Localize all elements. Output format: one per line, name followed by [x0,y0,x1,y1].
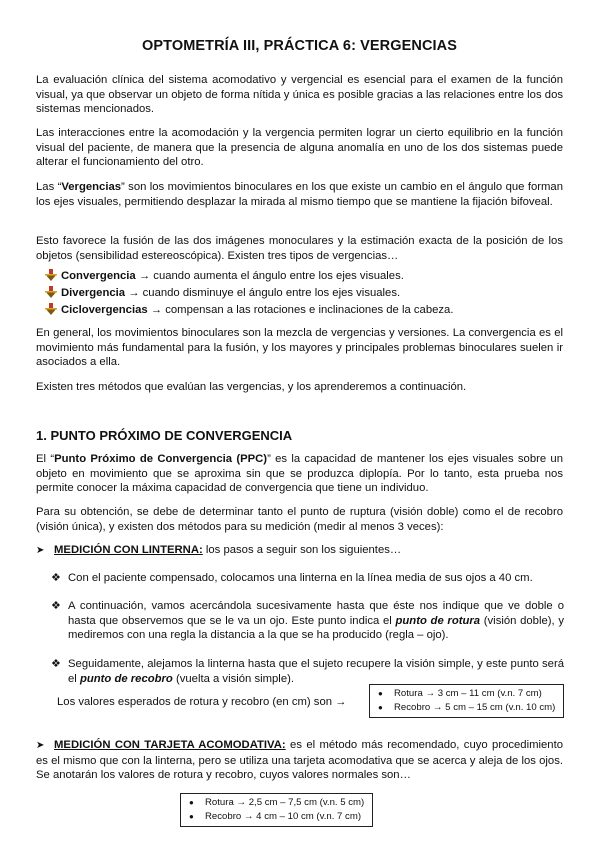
method-label: MEDICIÓN CON TARJETA ACOMODATIVA: [54,739,286,751]
diamond-bullet-icon: ❖ [51,572,61,584]
down-arrow-bullet-icon [44,269,58,281]
box-row-text: Recobro → 5 cm – 15 cm (v.n. 10 cm) [394,702,556,713]
intro-paragraph-4: Esto favorece la fusión de las dos imágenes monoculares y la estimación exacta de la posición de los objetos (sensibilidad estereoscópica). Existen tres tipos de vergencias… [36,235,563,262]
box-row-text: Rotura → 3 cm – 11 cm (v.n. 7 cm) [394,688,542,699]
method-text: es el método más recomendado, cuyo procedimiento es el mismo que con la linterna, pero se utiliza una tarjeta acomodativa que se acerca y aleja de los ojos. Se anotarán los valores de rotura y recobro, cuyos valores normales son… [36,739,563,782]
intro-paragraph-5: En general, los movimientos binoculares son la mezcla de vergencias y versiones. La convergencia es el movimiento más fundamental para la fusión, y los mayores y principales problemas binoculares suelen ir asociados a ella. [36,327,563,369]
text-span: (vuelta a visión simple). [172,672,294,685]
box-row-text: Recobro → 4 cm – 10 cm (v.n. 7 cm) [205,811,362,822]
box-row [378,687,555,701]
dot-bullet-icon: ● [189,798,194,807]
text-span: Las “ [36,181,62,193]
method-text: los pasos a seguir son los siguientes… [202,544,402,556]
term-vergencias: Vergencias [61,181,122,193]
text-span: ” son los movimientos binoculares en los que existe un cambio en el ángulo que forman los ejes visuales, permitiendo desplazar la mirada al mismo tiempo que se mantiene la fijación bifoveal. [36,181,563,208]
type-name: Convergencia [61,270,136,282]
method-flashlight [36,543,563,559]
page-title: OPTOMETRÍA III, PRÁCTICA 6: VERGENCIAS [141,38,458,54]
ppc-definition [36,452,563,496]
diamond-bullet-icon: ❖ [51,658,61,670]
intro-paragraph-1: La evaluación clínica del sistema acomodativo y vergencial es esencial para el examen de la función visual, ya que observar un objeto de forma nítida y única es posible gracias a las relaciones entre los dos sistemas mencionados. [36,74,563,116]
dot-bullet-icon: ● [378,703,383,712]
box-row [189,796,364,810]
vergence-type-item [44,286,400,301]
term-ppc: Punto Próximo de Convergencia (PPC) [54,453,268,465]
diamond-bullet-icon: ❖ [51,600,61,612]
down-arrow-bullet-icon [44,303,58,315]
step-2 [68,599,564,643]
box-row [378,701,555,715]
expected-values-box [369,684,564,718]
normal-values-box [180,793,373,827]
text-span: (visión doble), y mediremos con una regla la distancia a la que se ha producido (regla – ojo). [68,614,564,642]
vergence-type-item [44,269,404,284]
text-span: ” es la capacidad de mantener los ejes visuales sobre un objeto en movimiento que se aproxima sin que se produzca diplopía. Por lo tanto, esta prueba nos permite conocer la máxima capacidad de convergencia que tiene un individuo. [36,453,563,495]
expected-values-label: Los valores esperados de rotura y recobro (en cm) son → [57,696,347,708]
ppc-method-intro: Para su obtención, se debe de determinar tanto el punto de ruptura (visión doble) como el de recobro (visión única), y existen dos métodos para su medición (medir al menos 3 veces): [36,506,563,533]
step-3 [68,657,564,686]
term-rotura: punto de rotura [395,614,481,627]
type-desc: → cuando disminuye el ángulo entre los ejes visuales. [125,287,401,299]
down-arrow-bullet-icon [44,286,58,298]
vergence-type-item [44,303,453,318]
text-span: Seguidamente, alejamos la linterna hasta que el sujeto recupere la visión simple, y este punto será el [68,658,564,685]
dot-bullet-icon: ● [378,689,383,698]
arrowhead-bullet-icon: ➤ [36,740,45,751]
box-row-text: Rotura → 2,5 cm – 7,5 cm (v.n. 5 cm) [205,797,365,808]
type-name: Ciclovergencias [61,304,148,316]
type-desc: → cuando aumenta el ángulo entre los ejes visuales. [135,270,404,282]
type-desc: → compensan a las rotaciones e inclinaciones de la cabeza. [147,304,454,316]
section-heading: 1. PUNTO PRÓXIMO DE CONVERGENCIA [36,428,293,443]
intro-paragraph-6: Existen tres métodos que evalúan las vergencias, y los aprenderemos a continuación. [36,381,467,393]
dot-bullet-icon: ● [189,812,194,821]
step-1: Con el paciente compensado, colocamos una linterna en la línea media de sus ojos a 40 cm. [68,572,533,584]
method-card [36,738,563,783]
arrowhead-bullet-icon: ➤ [36,545,45,556]
intro-paragraph-3 [36,180,563,209]
text-span: El “ [36,453,55,465]
term-recobro: punto de recobro [79,672,173,685]
type-name: Divergencia [61,287,126,299]
method-label: MEDICIÓN CON LINTERNA: [54,544,203,556]
box-row [189,810,364,824]
intro-paragraph-2: Las interacciones entre la acomodación y la vergencia permiten lograr un cierto equilibrio en la función visual del paciente, de manera que la presencia de alguna anomalía en uno de los dos sistemas puede alterar el funcionamiento del otro. [36,127,563,169]
text-span: A continuación, vamos acercándola sucesivamente hasta que éste nos indique que ve doble o hasta que observemos que se le va un ojo. Este punto indica el [68,600,564,627]
